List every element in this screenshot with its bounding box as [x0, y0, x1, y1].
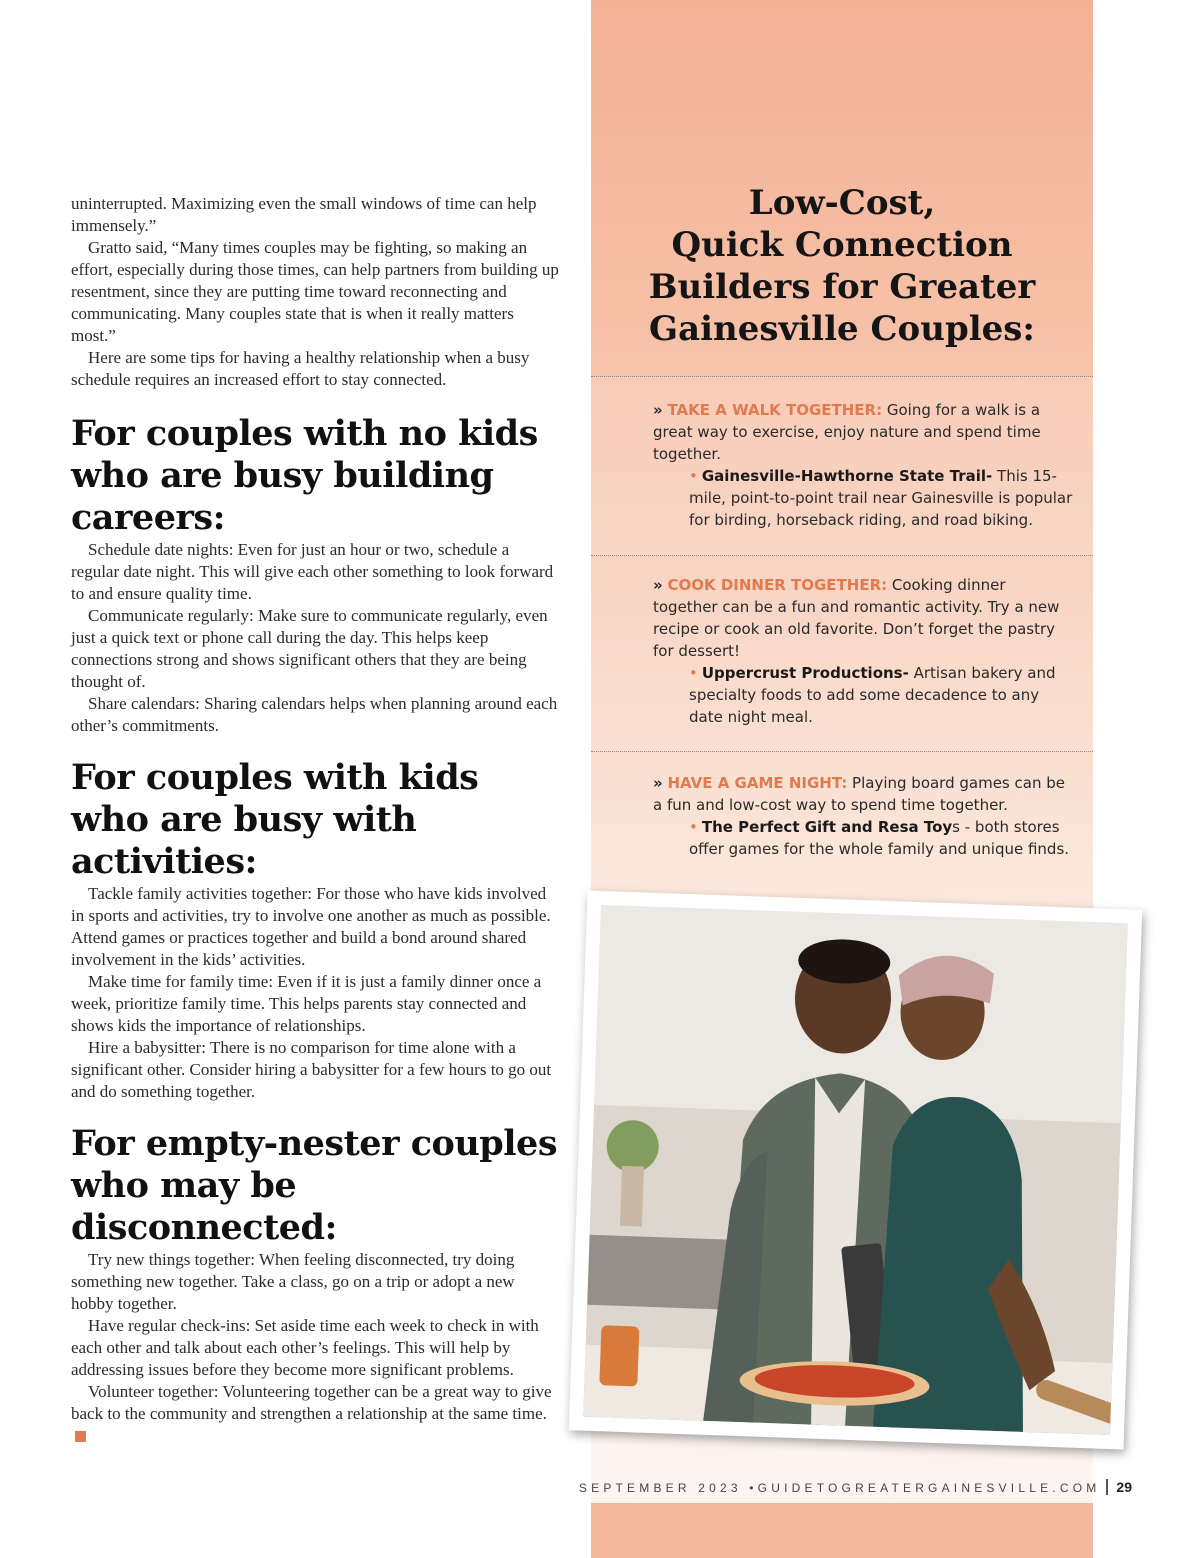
tip-text: [653, 399, 1073, 465]
venue-text: This 15-mile, point-to-point trail near Gainesville is popular for birding, horseback riding, and road biking.: [689, 467, 1073, 529]
tip-game: [653, 772, 1073, 860]
intro-paragraph-2: Gratto said, “Many times couples may be fighting, so making an effort, especially during those times, can help partners from building up resentment, since they are putting time toward reconnecting and communicating. Many couples state that is when it really matters most.”: [71, 238, 559, 345]
venue-text: Artisan bakery and specialty foods to add some decadence to any date night meal.: [689, 664, 1056, 726]
footer-separator: [1106, 1479, 1108, 1495]
footer-text: SEPTEMBER 2023 •GUIDETOGREATERGAINESVILLE.COM: [578, 1481, 1101, 1495]
tip-venue: [689, 465, 1073, 531]
section-paragraph: Try new things together: When feeling disconnected, try doing something new together. Take a class, go on a trip or adopt a new hobby together.: [71, 1250, 515, 1313]
section-heading-no-kids: For couples with no kids who are busy building careers:: [71, 413, 538, 538]
photo-frame: [569, 890, 1143, 1449]
tip-text: [653, 772, 1073, 816]
page-number: 29: [1116, 1479, 1132, 1495]
tip-lead: TAKE A WALK TOGETHER:: [667, 401, 883, 419]
section-paragraph: [71, 1381, 561, 1447]
bullet-icon: •: [689, 467, 698, 485]
tip-body: Playing board games can be a fun and low-cost way to spend time together.: [653, 774, 1065, 814]
intro-paragraph-1: uninterrupted. Maximizing even the small windows of time can help immensely.”: [71, 194, 537, 235]
sidebar-title-line: Low-Cost,: [748, 183, 936, 223]
page-footer: [480, 1479, 1132, 1495]
divider: [591, 555, 1093, 556]
chevron-right-icon: »: [653, 401, 663, 419]
end-square-icon: [75, 1431, 86, 1442]
tip-walk: [653, 399, 1073, 531]
divider: [591, 751, 1093, 752]
section-paragraph: Schedule date nights: Even for just an hour or two, schedule a regular date night. This will give each other something to look forward to and ensure quality time.: [71, 540, 554, 603]
tip-body: Cooking dinner together can be a fun and romantic activity. Try a new recipe or cook an old favorite. Don’t forget the pastry for dessert!: [653, 576, 1060, 660]
sidebar-title-line: Gainesville Couples:: [649, 309, 1035, 349]
venue-name: Gainesville-Hawthorne State Trail-: [701, 467, 993, 485]
tip-lead: COOK DINNER TOGETHER:: [667, 576, 888, 594]
tip-venue: [689, 816, 1073, 860]
section-paragraph: Make time for family time: Even if it is just a family dinner once a week, prioritize family time. This helps parents stay connected and shows kids the importance of relationships.: [71, 972, 542, 1035]
section-paragraph: Have regular check-ins: Set aside time each week to check in with each other and talk about each other’s feelings. This will help by addressing issues before they become more significant problems.: [71, 1316, 539, 1379]
intro-paragraph-3: Here are some tips for having a healthy relationship when a busy schedule requires an increased effort to stay connected.: [71, 348, 530, 389]
couple-cooking-photo: [583, 905, 1128, 1435]
photo-illustration: [583, 905, 1128, 1435]
divider: [591, 376, 1093, 377]
section-heading-empty-nester: For empty-nester couples who may be disconnected:: [71, 1123, 558, 1248]
section-paragraph: Hire a babysitter: There is no comparison for time alone with a significant other. Consider hiring a babysitter for a few hours to go out and do something together.: [71, 1038, 552, 1101]
chevron-right-icon: »: [653, 774, 663, 792]
sidebar-title-line: Builders for Greater: [648, 267, 1036, 307]
venue-name: The Perfect Gift and Resa Toy: [701, 818, 953, 836]
article-body: [71, 193, 561, 1447]
tip-venue: [689, 662, 1073, 728]
venue-text: s - both stores offer games for the whole family and unique finds.: [689, 818, 1070, 858]
sidebar-title: [591, 182, 1093, 350]
bullet-icon: •: [689, 664, 698, 682]
tip-body: Going for a walk is a great way to exercise, enjoy nature and spend time together.: [653, 401, 1041, 463]
tip-lead: HAVE A GAME NIGHT:: [667, 774, 848, 792]
final-paragraph-text: Volunteer together: Volunteering together can be a great way to give back to the community and strengthen a relationship at the same time.: [71, 1382, 552, 1423]
sidebar-footer-strip: [591, 1503, 1093, 1558]
tip-cook: [653, 574, 1073, 728]
section-paragraph: Tackle family activities together: For those who have kids involved in sports and activities, try to involve one another as much as possible. Attend games or practices together and build a bond around shared involvement in the kids’ activities.: [71, 884, 551, 969]
bullet-icon: •: [689, 818, 698, 836]
section-heading-with-kids: For couples with kids who are busy with activities:: [71, 757, 479, 882]
venue-name: Uppercrust Productions-: [701, 664, 909, 682]
section-paragraph: Communicate regularly: Make sure to communicate regularly, even just a quick text or phone call during the day. This helps keep connections strong and shows significant others that they are being thought of.: [71, 606, 548, 691]
tip-text: [653, 574, 1073, 662]
section-paragraph: Share calendars: Sharing calendars helps when planning around each other’s commitments.: [71, 694, 558, 735]
chevron-right-icon: »: [653, 576, 663, 594]
sidebar-title-line: Quick Connection: [671, 225, 1013, 265]
